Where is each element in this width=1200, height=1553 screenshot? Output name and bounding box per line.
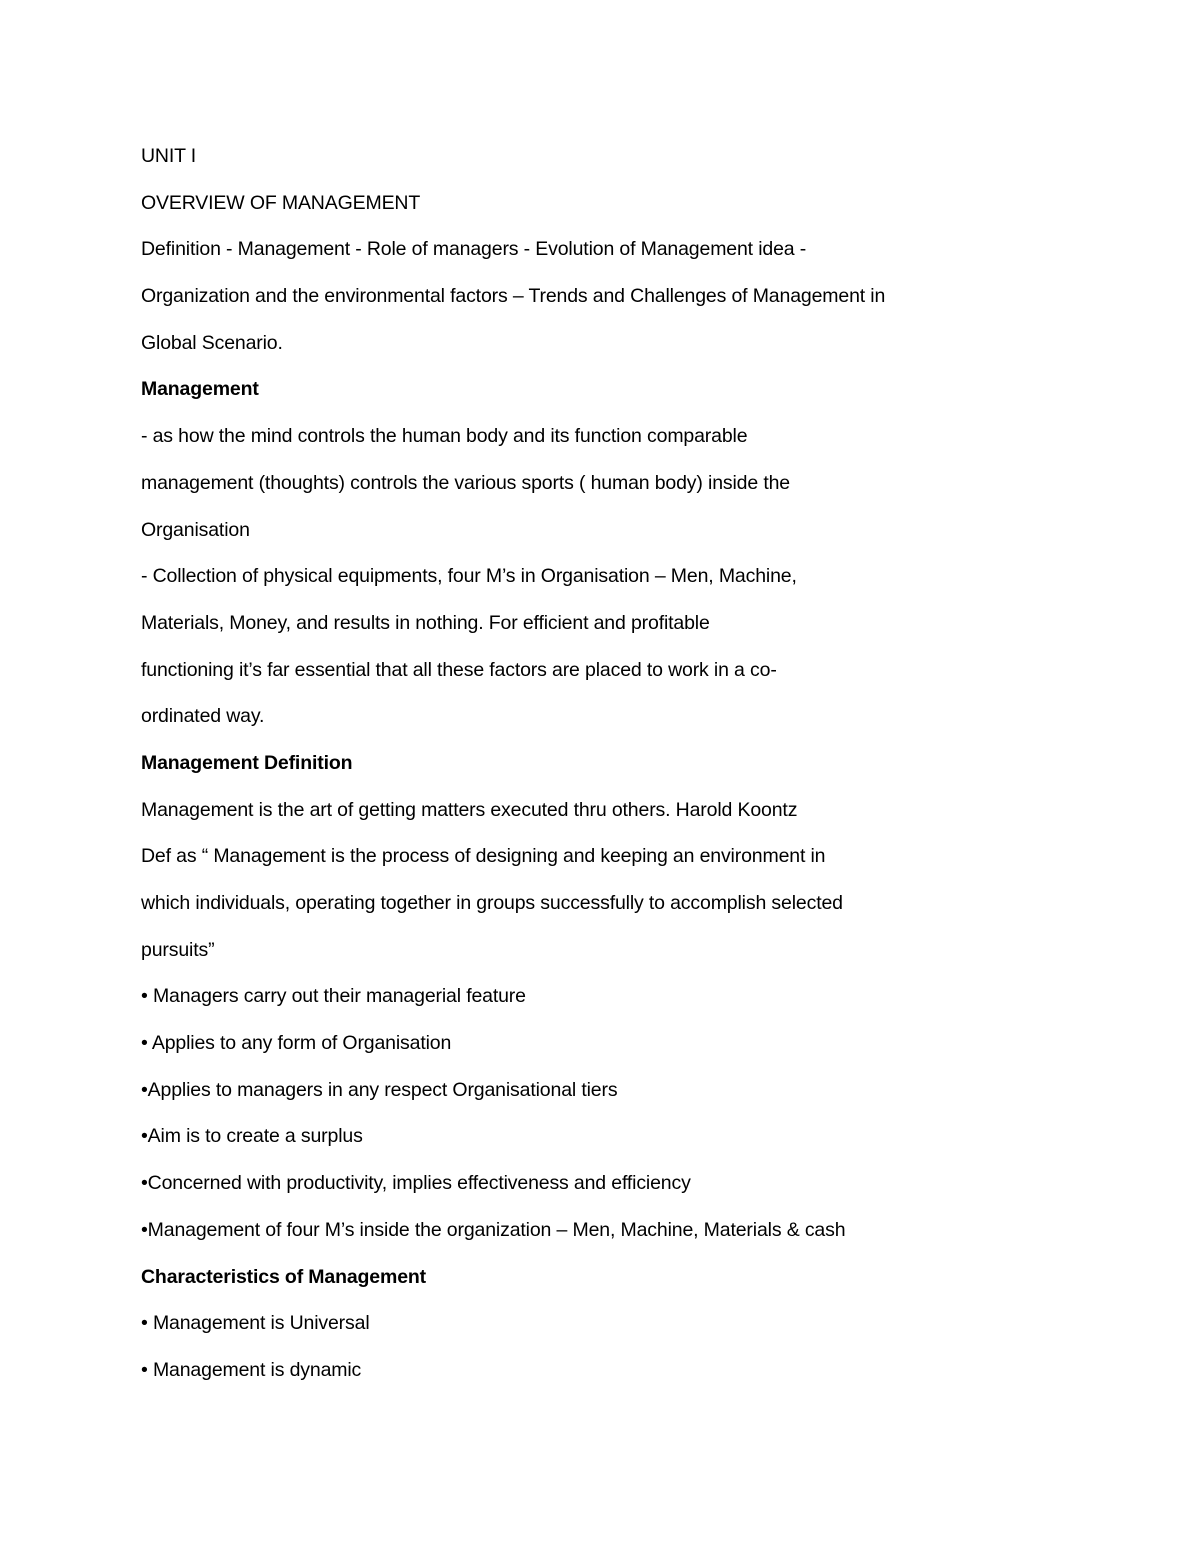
section-heading-management: Management <box>141 378 259 401</box>
bullet-item: • Applies to any form of Organisation <box>141 1032 452 1055</box>
paragraph-line: Management is the art of getting matters executed thru others. Harold Koontz <box>141 798 798 821</box>
section-heading-characteristics: Characteristics of Management <box>141 1265 426 1288</box>
paragraph-line: management (thoughts) controls the various sports ( human body) inside the <box>141 471 790 494</box>
paragraph-line: which individuals, operating together in groups successfully to accomplish selected <box>141 892 843 914</box>
bullet-item: •Aim is to create a surplus <box>141 1125 363 1148</box>
bullet-item: • Managers carry out their managerial feature <box>141 985 526 1008</box>
bullet-item: • Management is dynamic <box>141 1358 362 1381</box>
syllabus-line: Definition - Management - Role of managers - Evolution of Management idea - <box>141 238 807 261</box>
paragraph-line: - as how the mind controls the human body and its function comparable <box>141 425 748 448</box>
section-heading-definition: Management Definition <box>141 751 353 774</box>
paragraph-line: functioning it’s far essential that all these factors are placed to work in a co- <box>141 658 777 681</box>
unit-label: UNIT I <box>141 145 197 167</box>
document-content <box>141 133 1021 1394</box>
paragraph-line: Def as “ Management is the process of designing and keeping an environment in <box>141 845 826 868</box>
paragraph-line: Materials, Money, and results in nothing. For efficient and profitable <box>141 611 710 634</box>
syllabus-line: Global Scenario. <box>141 331 283 354</box>
bullet-item: •Management of four M’s inside the organization – Men, Machine, Materials & cash <box>141 1218 846 1241</box>
paragraph-line: Organisation <box>141 518 250 541</box>
bullet-item: •Concerned with productivity, implies effectiveness and efficiency <box>141 1172 691 1195</box>
document-title: OVERVIEW OF MANAGEMENT <box>141 191 421 214</box>
paragraph-line: - Collection of physical equipments, four M’s in Organisation – Men, Machine, <box>141 565 797 588</box>
syllabus-line: Organization and the environmental factors – Trends and Challenges of Management in <box>141 285 886 308</box>
bullet-item: •Applies to managers in any respect Organisational tiers <box>141 1078 618 1101</box>
paragraph-line: pursuits” <box>141 938 215 961</box>
bullet-item: • Management is Universal <box>141 1312 370 1335</box>
paragraph-line: ordinated way. <box>141 705 265 728</box>
